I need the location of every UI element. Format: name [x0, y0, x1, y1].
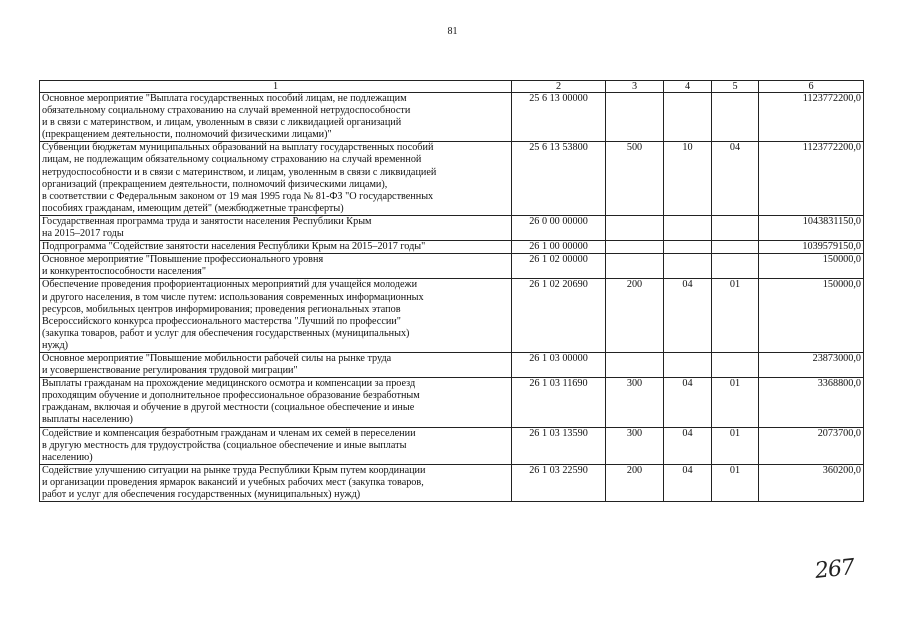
table-row	[40, 378, 864, 427]
row-name-cell: Субвенции бюджетам муниципальных образований на выплату государственных пособий лицам, не подлежащим обязательному социальному страхованию на случай временной нетрудоспособности и в связи с материнством, и лицам, уволенным в связи с ликвидацией организаций (прекращением деятельности, полномочий физическими лицами), в соответствии с Федеральным законом от 19 мая 1995 года № 81-ФЗ "О государственных пособиях гражданам, имеющим детей" (межбюджетные трансферты)	[40, 142, 512, 216]
row-subsection-cell	[712, 241, 759, 254]
column-header: 5	[712, 81, 759, 93]
row-name-cell: Обеспечение проведения профориентационных мероприятий для учащейся молодежи и другого населения, в том числе путем: использования современных информационных ресурсов, мобильных центров информирования; проведения региональных этапов Всероссийского конкурса профессионального мастерства "Лучший по профессии" (закупка товаров, работ и услуг для обеспечения государственных (муниципальных) нужд)	[40, 279, 512, 353]
row-subsection-cell	[712, 215, 759, 240]
row-code-cell: 26 1 03 13590	[512, 427, 606, 464]
table-row	[40, 464, 864, 501]
table-row	[40, 254, 864, 279]
row-section-cell	[664, 241, 712, 254]
table-row	[40, 241, 864, 254]
row-type-cell	[606, 352, 664, 377]
row-amount-cell: 1039579150,0	[759, 241, 864, 254]
row-subsection-cell	[712, 93, 759, 142]
row-code-cell: 26 0 00 00000	[512, 215, 606, 240]
row-amount-cell: 2073700,0	[759, 427, 864, 464]
table-row	[40, 93, 864, 142]
row-amount-cell: 150000,0	[759, 279, 864, 353]
row-code-cell: 25 6 13 00000	[512, 93, 606, 142]
row-subsection-cell: 01	[712, 427, 759, 464]
table-row	[40, 427, 864, 464]
row-name-cell: Выплаты гражданам на прохождение медицинского осмотра и компенсации за проезд проходящим обучение и дополнительное профессиональное образование безработным гражданам, включая и обучение в другой местности (социальное обеспечение и иные выплаты населению)	[40, 378, 512, 427]
row-amount-cell: 1123772200,0	[759, 142, 864, 216]
table-row	[40, 279, 864, 353]
row-name-cell: Содействие улучшению ситуации на рынке труда Республики Крым путем координации и организации проведения ярмарок вакансий и учебных рабочих мест (закупка товаров, работ и услуг для обеспечения государственных (муниципальных) нужд)	[40, 464, 512, 501]
table-row	[40, 215, 864, 240]
handwritten-page-note: 267	[813, 555, 856, 584]
row-name-cell: Основное мероприятие "Выплата государственных пособий лицам, не подлежащим обязательному социальному страхованию на случай временной нетрудоспособности и в связи с материнством, и лицам, уволенным в связи с ликвидацией организаций (прекращением деятельности, полномочий физическими лицами)"	[40, 93, 512, 142]
row-amount-cell: 23873000,0	[759, 352, 864, 377]
column-header: 2	[512, 81, 606, 93]
row-type-cell: 300	[606, 427, 664, 464]
row-subsection-cell: 01	[712, 378, 759, 427]
row-type-cell: 500	[606, 142, 664, 216]
row-type-cell	[606, 254, 664, 279]
row-amount-cell: 3368800,0	[759, 378, 864, 427]
row-section-cell: 04	[664, 279, 712, 353]
column-header: 6	[759, 81, 864, 93]
table-header-row	[40, 81, 864, 93]
row-amount-cell: 1123772200,0	[759, 93, 864, 142]
row-subsection-cell	[712, 254, 759, 279]
row-amount-cell: 150000,0	[759, 254, 864, 279]
row-type-cell	[606, 93, 664, 142]
budget-table	[39, 80, 864, 502]
column-header: 3	[606, 81, 664, 93]
row-code-cell: 25 6 13 53800	[512, 142, 606, 216]
row-name-cell: Основное мероприятие "Повышение профессионального уровня и конкурентоспособности населения"	[40, 254, 512, 279]
row-code-cell: 26 1 02 20690	[512, 279, 606, 353]
row-amount-cell: 1043831150,0	[759, 215, 864, 240]
row-subsection-cell: 01	[712, 464, 759, 501]
row-subsection-cell: 04	[712, 142, 759, 216]
row-name-cell: Государственная программа труда и занятости населения Республики Крым на 2015–2017 годы	[40, 215, 512, 240]
row-type-cell: 200	[606, 279, 664, 353]
row-name-cell: Подпрограмма "Содействие занятости населения Республики Крым на 2015–2017 годы"	[40, 241, 512, 254]
table-row	[40, 142, 864, 216]
column-header: 4	[664, 81, 712, 93]
column-header: 1	[40, 81, 512, 93]
row-code-cell: 26 1 03 22590	[512, 464, 606, 501]
row-section-cell: 04	[664, 378, 712, 427]
page-number: 81	[447, 26, 458, 37]
row-code-cell: 26 1 02 00000	[512, 254, 606, 279]
row-code-cell: 26 1 03 11690	[512, 378, 606, 427]
row-name-cell: Основное мероприятие "Повышение мобильности рабочей силы на рынке труда и усовершенствование регулирования трудовой миграции"	[40, 352, 512, 377]
row-subsection-cell: 01	[712, 279, 759, 353]
row-section-cell	[664, 93, 712, 142]
row-section-cell	[664, 215, 712, 240]
row-type-cell: 300	[606, 378, 664, 427]
row-section-cell: 04	[664, 464, 712, 501]
row-code-cell: 26 1 00 00000	[512, 241, 606, 254]
row-section-cell	[664, 352, 712, 377]
row-section-cell: 10	[664, 142, 712, 216]
row-type-cell	[606, 215, 664, 240]
row-amount-cell: 360200,0	[759, 464, 864, 501]
row-type-cell: 200	[606, 464, 664, 501]
table-row	[40, 352, 864, 377]
row-section-cell: 04	[664, 427, 712, 464]
row-name-cell: Содействие и компенсация безработным гражданам и членам их семей в переселении в другую местность для трудоустройства (социальное обеспечение и иные выплаты населению)	[40, 427, 512, 464]
row-section-cell	[664, 254, 712, 279]
row-subsection-cell	[712, 352, 759, 377]
row-type-cell	[606, 241, 664, 254]
row-code-cell: 26 1 03 00000	[512, 352, 606, 377]
